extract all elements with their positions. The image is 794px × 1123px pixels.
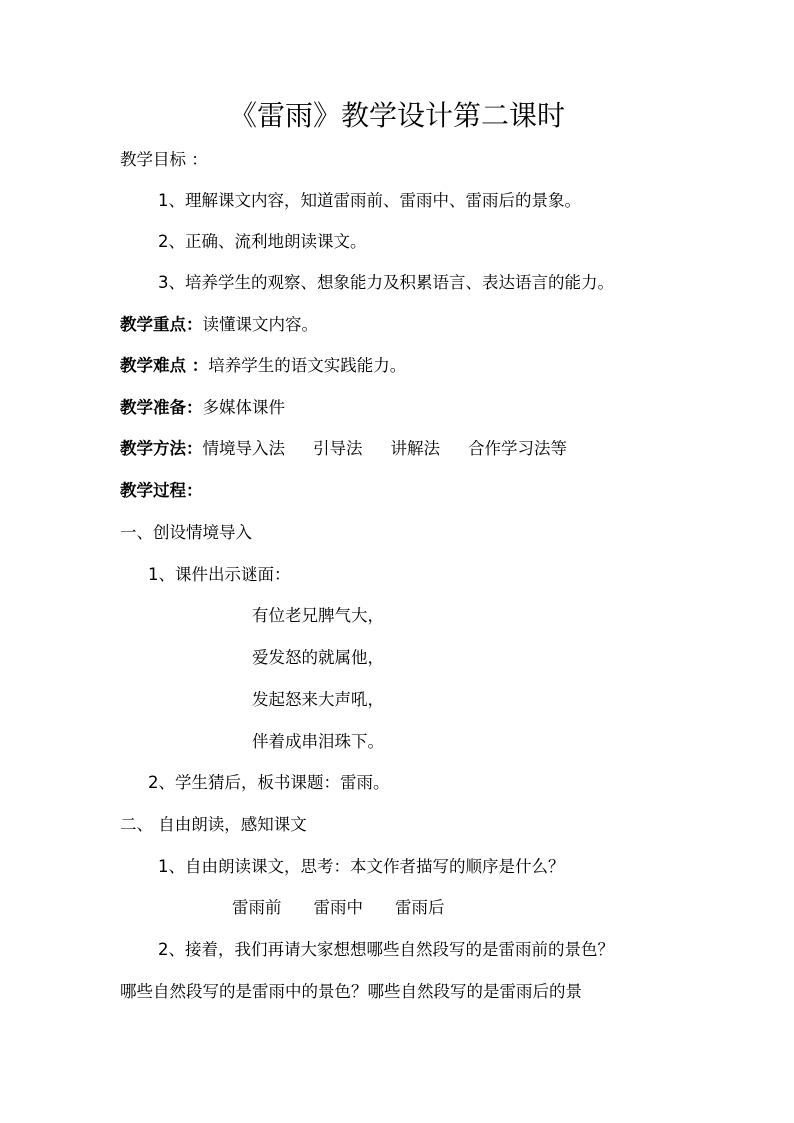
order-item: 雷雨中 [313, 898, 363, 917]
section-heading: 一、创设情境导入 [120, 523, 252, 542]
objective-item: 3、培养学生的观察、想象能力及积累语言、表达语言的能力。 [158, 273, 614, 292]
methods-row [120, 439, 567, 459]
paragraph-line: 哪些自然段写的是雷雨中的景色？哪些自然段写的是雷雨后的景 [120, 982, 582, 1001]
objective-item: 1、理解课文内容，知道雷雨前、雷雨中、雷雨后的景象。 [158, 191, 581, 210]
objectives-label: 教学目标 ： [120, 150, 208, 169]
order-row [232, 898, 445, 918]
riddle-line: 爱发怒的就属他， [252, 648, 384, 667]
method-item: 合作学习法等 [468, 439, 567, 458]
riddle-line: 有位老兄脾气大， [252, 606, 384, 625]
difficulty-label: 教学难点 ： [120, 356, 209, 375]
difficulty-text: 培养学生的语文实践能力。 [208, 356, 407, 375]
document-title: 《雷雨》教学设计第二课时 [228, 99, 565, 132]
paragraph-line: 2、接着，我们再请大家想想哪些自然段写的是雷雨前的景色？ [158, 940, 614, 959]
preparation-label: 教学准备： [120, 398, 203, 417]
order-item: 雷雨后 [395, 898, 445, 917]
step-item: 1、自由朗读课文，思考：本文作者描写的顺序是什么？ [158, 857, 565, 876]
method-item: 引导法 [313, 439, 363, 458]
riddle-line: 发起怒来大声吼， [252, 690, 384, 709]
step-item: 1、课件出示谜面： [148, 565, 291, 584]
key-point-label: 教学重点： [120, 315, 203, 334]
preparation-row [120, 398, 285, 418]
process-label: 教学过程： [120, 481, 203, 500]
method-item: 讲解法 [390, 439, 440, 458]
difficulty-row [120, 356, 406, 376]
key-point-text: 读懂课文内容。 [202, 315, 318, 334]
section-heading: 二、 自由朗读，感知课文 [120, 815, 307, 834]
key-point-row [120, 315, 318, 335]
order-item: 雷雨前 [232, 898, 282, 917]
riddle-line: 伴着成串泪珠下。 [252, 732, 384, 751]
objective-item: 2、正确、流利地朗读课文。 [158, 232, 367, 251]
methods-label: 教学方法： [120, 439, 203, 458]
preparation-text: 多媒体课件 [202, 398, 285, 417]
method-item: 情境导入法 [202, 439, 285, 458]
step-item: 2、学生猜后，板书课题：雷雨。 [148, 773, 390, 792]
